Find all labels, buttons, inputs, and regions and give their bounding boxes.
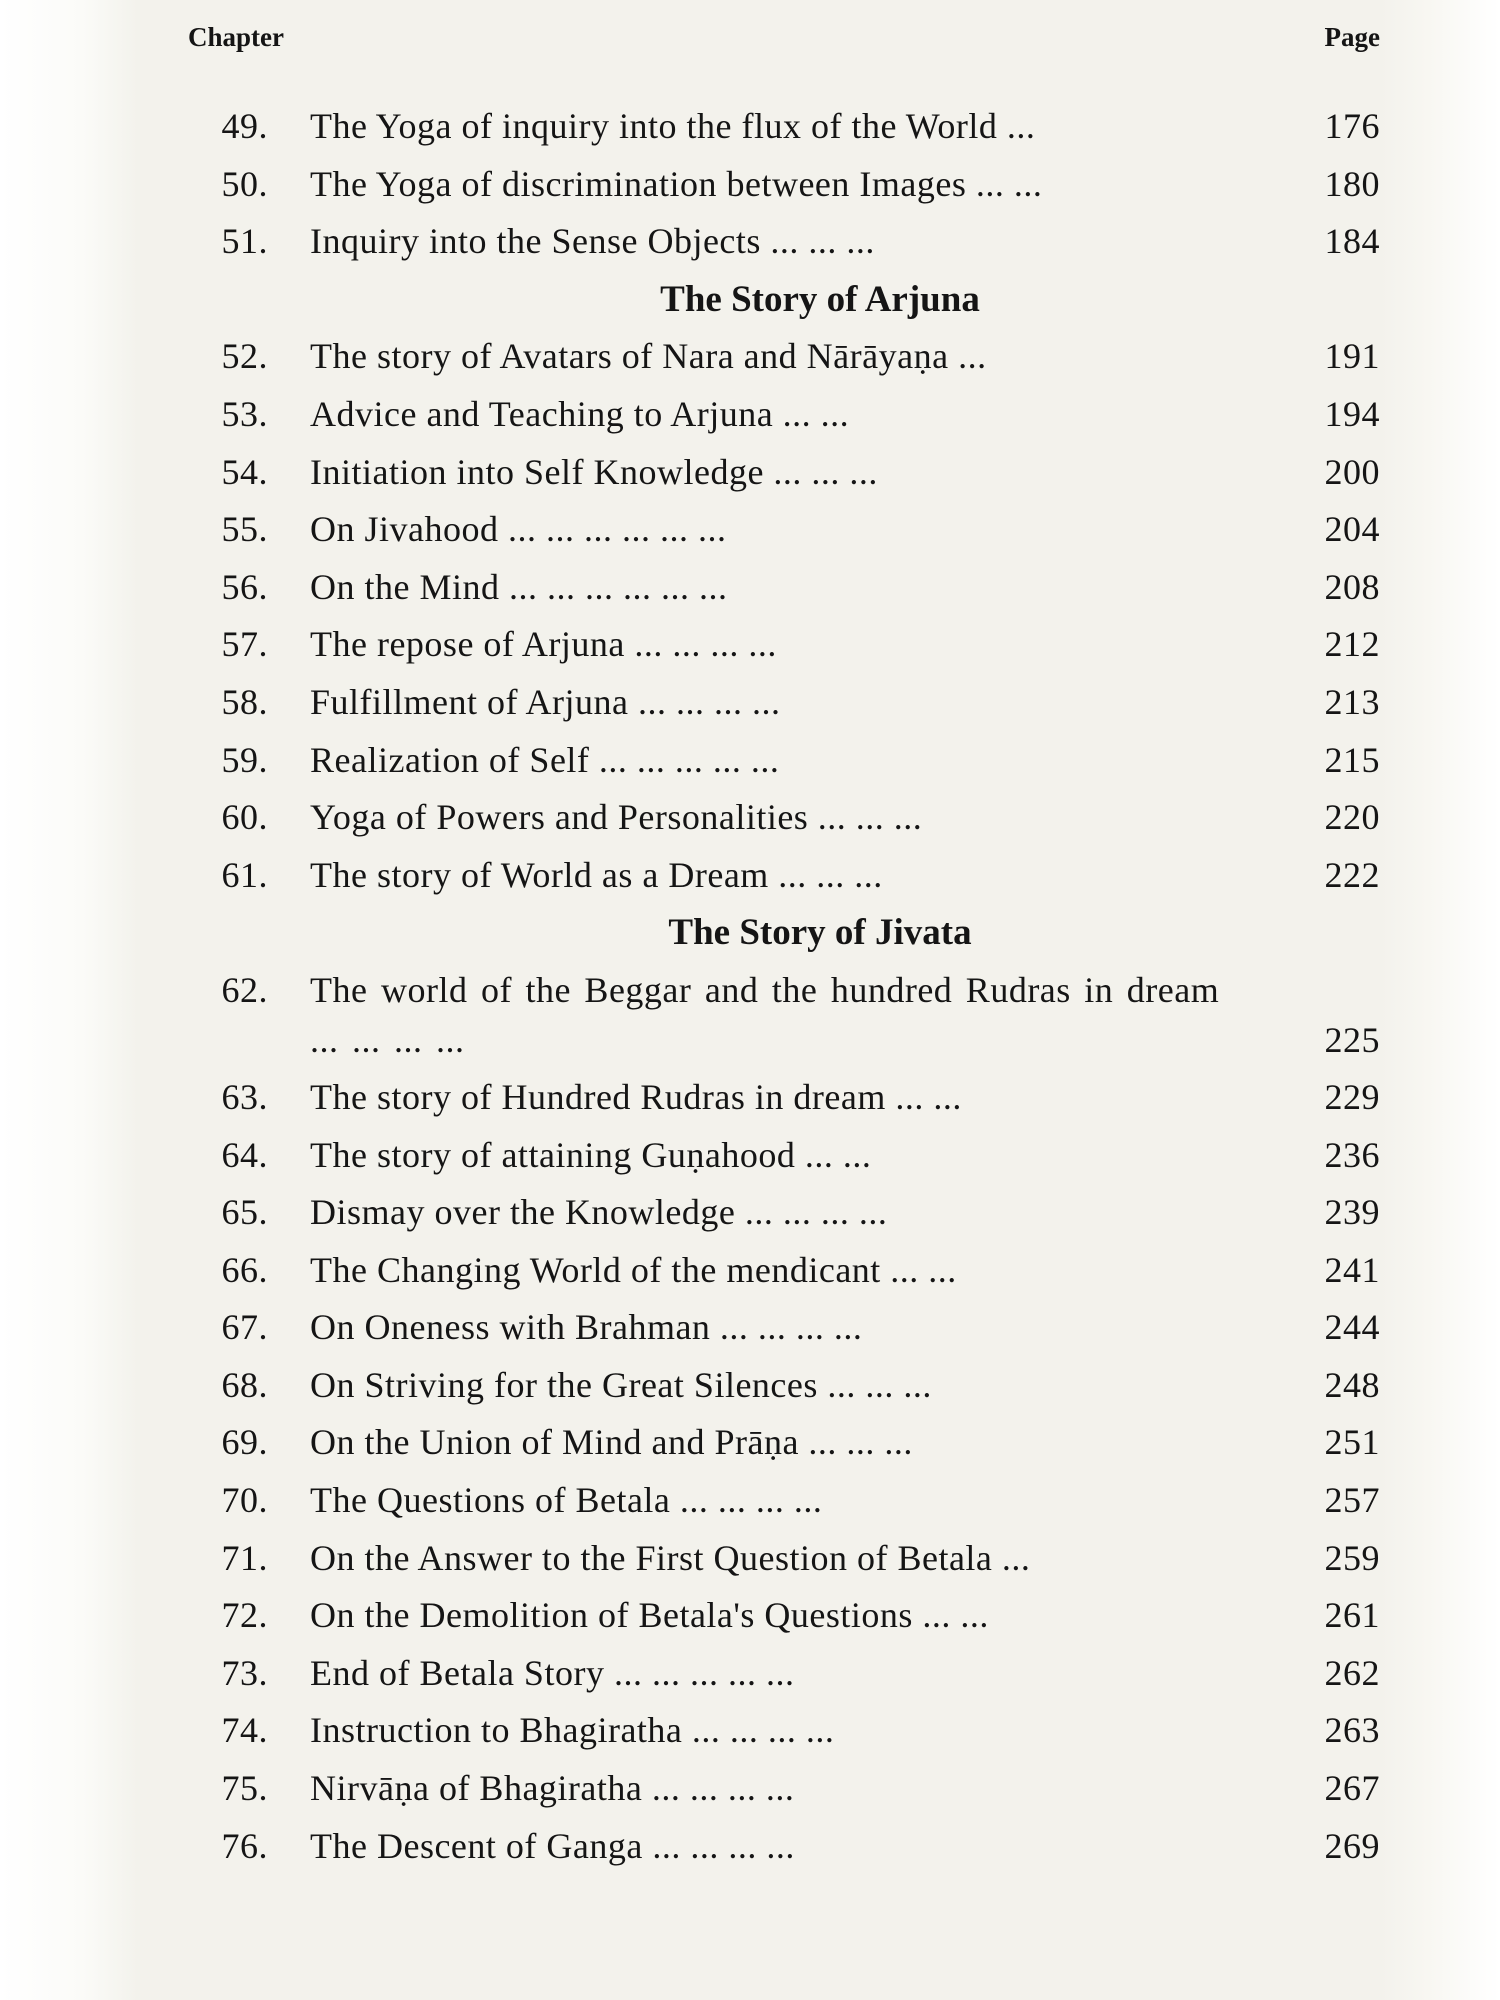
toc-entry[interactable] bbox=[140, 501, 1380, 559]
chapter-title: Dismay over the Knowledge ... ... ... ... bbox=[310, 1192, 888, 1233]
scan-margin-left bbox=[0, 0, 138, 2000]
chapter-number: 59. bbox=[221, 739, 268, 780]
chapter-title: On the Mind ... ... ... ... ... ... bbox=[310, 566, 728, 607]
page-number: 263 bbox=[1324, 1710, 1380, 1751]
toc-entry[interactable] bbox=[140, 674, 1380, 732]
toc-entry[interactable] bbox=[140, 328, 1380, 386]
toc-entry[interactable] bbox=[140, 386, 1380, 444]
chapter-number: 75. bbox=[221, 1768, 268, 1809]
toc-entry[interactable] bbox=[140, 1645, 1380, 1703]
chapter-title: The world of the Beggar and the hundred Rudras in dream ... ... ... ... bbox=[310, 969, 1220, 1060]
chapter-number: 62. bbox=[221, 969, 268, 1010]
chapter-title: The Changing World of the mendicant ... ... bbox=[310, 1249, 957, 1290]
chapter-number: 63. bbox=[221, 1076, 268, 1117]
page-number: 200 bbox=[1324, 451, 1380, 492]
chapter-number: 68. bbox=[221, 1364, 268, 1405]
toc-entry[interactable] bbox=[140, 962, 1380, 1069]
chapter-number: 54. bbox=[221, 451, 268, 492]
chapter-number: 52. bbox=[221, 336, 268, 377]
chapter-number: 53. bbox=[221, 393, 268, 434]
page-number: 194 bbox=[1324, 393, 1380, 434]
chapter-number: 58. bbox=[221, 681, 268, 722]
chapter-number: 49. bbox=[221, 106, 268, 146]
chapter-number: 57. bbox=[221, 624, 268, 665]
toc-entry[interactable] bbox=[140, 98, 1380, 156]
page-number: 241 bbox=[1324, 1249, 1380, 1290]
toc-entry[interactable] bbox=[140, 1760, 1380, 1818]
page-number: 208 bbox=[1324, 566, 1380, 607]
chapter-title: The story of attaining Guṇahood ... ... bbox=[310, 1134, 872, 1175]
page-number: 236 bbox=[1324, 1134, 1380, 1175]
toc-entry[interactable] bbox=[140, 213, 1380, 271]
page-number: 212 bbox=[1324, 624, 1380, 665]
chapter-title: Yoga of Powers and Personalities ... ... ... bbox=[310, 797, 923, 838]
chapter-number: 50. bbox=[221, 163, 268, 204]
chapter-number: 67. bbox=[221, 1307, 268, 1348]
toc-entry[interactable] bbox=[140, 1242, 1380, 1300]
toc-entry[interactable] bbox=[140, 1702, 1380, 1760]
page-number: 191 bbox=[1324, 336, 1380, 377]
toc-entry[interactable] bbox=[140, 1127, 1380, 1185]
chapter-title: On Oneness with Brahman ... ... ... ... bbox=[310, 1307, 863, 1348]
chapter-number: 55. bbox=[221, 509, 268, 550]
chapter-title: On the Answer to the First Question of Betala ... bbox=[310, 1537, 1031, 1578]
chapter-title: The Yoga of discrimination between Images ... ... bbox=[310, 163, 1043, 204]
chapter-number: 65. bbox=[221, 1192, 268, 1233]
chapter-title: Inquiry into the Sense Objects ... ... ... bbox=[310, 221, 875, 262]
page-column-header: Page bbox=[1324, 22, 1380, 52]
chapter-number: 72. bbox=[221, 1595, 268, 1636]
page-number: 180 bbox=[1324, 163, 1380, 204]
toc-entry[interactable] bbox=[140, 1357, 1380, 1415]
chapter-title: Fulfillment of Arjuna ... ... ... ... bbox=[310, 681, 781, 722]
scan-margin-right bbox=[1380, 0, 1500, 2000]
chapter-number: 60. bbox=[221, 797, 268, 838]
page-number: 259 bbox=[1324, 1537, 1380, 1578]
chapter-title: Instruction to Bhagiratha ... ... ... ... bbox=[310, 1710, 835, 1751]
chapter-number: 73. bbox=[221, 1652, 268, 1693]
page-number: 184 bbox=[1324, 221, 1380, 262]
chapter-title: The story of Avatars of Nara and Nārāyaṇa ... bbox=[310, 336, 987, 377]
toc-entry[interactable] bbox=[140, 1069, 1380, 1127]
chapter-title: The repose of Arjuna ... ... ... ... bbox=[310, 624, 777, 665]
column-headers bbox=[188, 22, 1380, 62]
chapter-number: 64. bbox=[221, 1134, 268, 1175]
toc-entry[interactable] bbox=[140, 616, 1380, 674]
contents-page bbox=[140, 0, 1380, 2000]
chapter-title: Initiation into Self Knowledge ... ... ... bbox=[310, 451, 878, 492]
page-number: 251 bbox=[1324, 1422, 1380, 1463]
chapter-number: 56. bbox=[221, 566, 268, 607]
chapter-number: 51. bbox=[221, 221, 268, 262]
chapter-column-header: Chapter bbox=[188, 22, 284, 52]
page-number: 176 bbox=[1324, 106, 1380, 146]
page-number: 248 bbox=[1324, 1364, 1380, 1405]
toc-entry[interactable] bbox=[140, 156, 1380, 214]
toc-entry[interactable] bbox=[140, 847, 1380, 905]
page-number: 204 bbox=[1324, 509, 1380, 550]
chapter-number: 70. bbox=[221, 1480, 268, 1521]
chapter-number: 74. bbox=[221, 1710, 268, 1751]
chapter-title: The Descent of Ganga ... ... ... ... bbox=[310, 1825, 795, 1866]
page-number: 215 bbox=[1324, 739, 1380, 780]
chapter-number: 69. bbox=[221, 1422, 268, 1463]
chapter-number: 76. bbox=[221, 1825, 268, 1866]
page-number: 229 bbox=[1324, 1076, 1380, 1117]
chapter-title: Advice and Teaching to Arjuna ... ... bbox=[310, 393, 850, 434]
page-number: 213 bbox=[1324, 681, 1380, 722]
chapter-title: On the Union of Mind and Prāṇa ... ... ... bbox=[310, 1422, 913, 1463]
chapter-title: On the Demolition of Betala's Questions ... ... bbox=[310, 1595, 989, 1636]
page-number: 257 bbox=[1324, 1480, 1380, 1521]
toc-entry[interactable] bbox=[140, 1587, 1380, 1645]
table-of-contents bbox=[140, 98, 1380, 1875]
page-number: 262 bbox=[1324, 1652, 1380, 1693]
chapter-title: The story of Hundred Rudras in dream ... ... bbox=[310, 1076, 962, 1117]
toc-entry[interactable] bbox=[140, 732, 1380, 790]
chapter-title: The Yoga of inquiry into the flux of the World ... bbox=[310, 106, 1036, 146]
chapter-title: On Striving for the Great Silences ... ... ... bbox=[310, 1364, 932, 1405]
chapter-number: 61. bbox=[221, 854, 268, 895]
toc-entry[interactable] bbox=[140, 1184, 1380, 1242]
toc-entry[interactable] bbox=[140, 1414, 1380, 1472]
toc-entry[interactable] bbox=[140, 444, 1380, 502]
section-heading: The Story of Arjuna bbox=[660, 278, 980, 320]
page-number: 220 bbox=[1324, 797, 1380, 838]
page-number: 225 bbox=[1324, 1019, 1380, 1060]
section-heading: The Story of Jivata bbox=[668, 912, 972, 954]
chapter-title: Nirvāṇa of Bhagiratha ... ... ... ... bbox=[310, 1768, 795, 1809]
page-number: 244 bbox=[1324, 1307, 1380, 1348]
chapter-title: On Jivahood ... ... ... ... ... ... bbox=[310, 509, 727, 550]
chapter-number: 71. bbox=[221, 1537, 268, 1578]
page-number: 269 bbox=[1324, 1825, 1380, 1866]
chapter-number: 66. bbox=[221, 1249, 268, 1290]
page-number: 267 bbox=[1324, 1768, 1380, 1809]
chapter-title: End of Betala Story ... ... ... ... ... bbox=[310, 1652, 795, 1693]
toc-entry[interactable] bbox=[140, 789, 1380, 847]
toc-entry[interactable] bbox=[140, 1472, 1380, 1530]
toc-entry[interactable] bbox=[140, 559, 1380, 617]
page-number: 239 bbox=[1324, 1192, 1380, 1233]
chapter-title: The story of World as a Dream ... ... ... bbox=[310, 854, 883, 895]
page-number: 222 bbox=[1324, 854, 1380, 895]
toc-entry[interactable] bbox=[140, 1530, 1380, 1588]
toc-entry[interactable] bbox=[140, 1818, 1380, 1876]
page-number: 261 bbox=[1324, 1595, 1380, 1636]
chapter-title: The Questions of Betala ... ... ... ... bbox=[310, 1480, 823, 1521]
chapter-title: Realization of Self ... ... ... ... ... bbox=[310, 739, 780, 780]
toc-entry[interactable] bbox=[140, 1299, 1380, 1357]
